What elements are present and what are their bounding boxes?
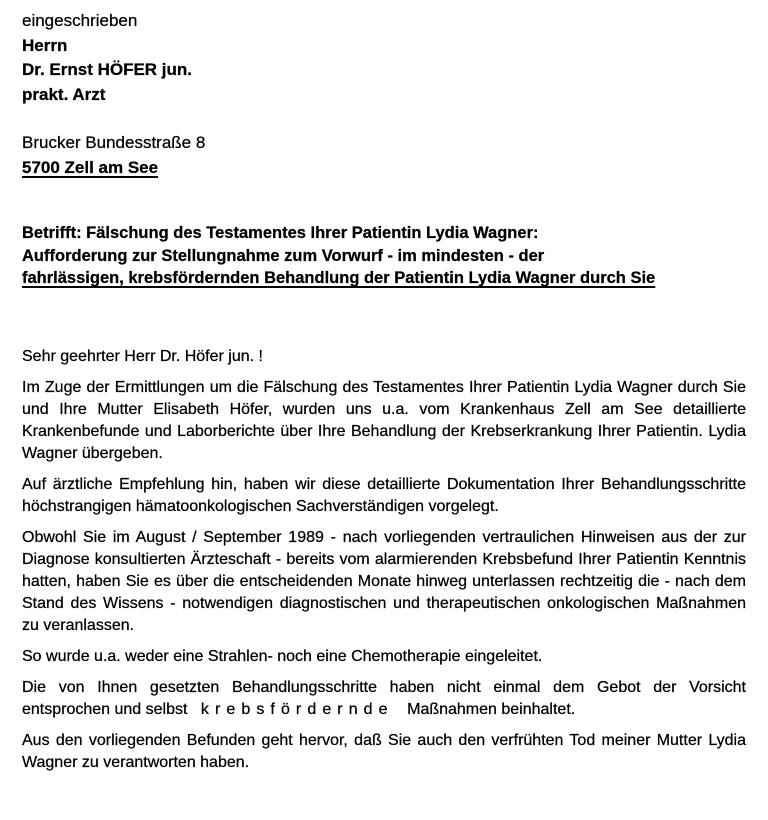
paragraph-no-therapy: So wurde u.a. weder eine Strahlen- noch eine Chemotherapie eingeleitet. [22, 647, 543, 665]
recipient-name: Dr. Ernst HÖFER jun. [22, 60, 193, 79]
emphasis-after-text: Maßnahmen beinhaltet. [407, 700, 576, 718]
subject-block [22, 222, 746, 290]
subject-line-3: fahrlässigen, krebsfördernden Behandlung der Patientin Lydia Wagner durch Sie [22, 269, 656, 287]
recipient-form-of-address: Herrn [22, 35, 68, 55]
recipient-profession: prakt. Arzt [22, 84, 106, 104]
recipient-street: Brucker Bundesstraße 8 [22, 133, 206, 152]
recipient-city: 5700 Zell am See [22, 157, 159, 177]
subject-line-2: Aufforderung zur Stellungnahme zum Vorwurf - im mindesten - der [22, 246, 545, 265]
paragraph-expert-review: Auf ärztliche Empfehlung hin, haben wir diese detaillierte Dokumentation Ihrer Behandlungsschritte höchstrangigen hämatoonkologischen Sachverständigen vorgelegt. [22, 475, 746, 515]
mailing-note: eingeschrieben [22, 11, 138, 30]
paragraph-closing-accusation: Aus den vorliegenden Befunden geht hervor, daß Sie auch den verfrühten Tod meiner Mutter Lydia Wagner zu verantworten haben. [22, 731, 746, 771]
address-spacer [22, 107, 746, 131]
paragraph-omission: Obwohl Sie im August / September 1989 - nach vorliegenden vertraulichen Hinweisen aus der zur Diagnose konsultierten Ärzteschaft - bereits vom alarmierenden Krebsbefund Ihrer Patientin Kenntnis hatten, haben Sie es über die entscheidenden Monate hinweg unterlassen rechtzeitig die - nach dem Stand des Wissens - notwendigen diagnostischen und therapeutischen onkologischen Maßnahmen zu veranlassen. [22, 528, 746, 634]
salutation: Sehr geehrter Herr Dr. Höfer jun. ! [22, 347, 263, 365]
emphasis-before-text: Die von Ihnen gesetzten Behandlungsschritte haben nicht einmal dem Gebot der Vorsicht entsprochen und selbst [22, 678, 746, 718]
paragraph-emphasis [22, 677, 746, 721]
subject-line-1: Betrifft: Fälschung des Testamentes Ihrer Patientin Lydia Wagner: [22, 224, 539, 242]
emphasized-word: krebsfördernde [200, 700, 394, 718]
paragraph-investigation: Im Zuge der Ermittlungen um die Fälschung des Testamentes Ihrer Patientin Lydia Wagner durch Sie und Ihre Mutter Elisabeth Höfer, wurden uns u.a. vom Krankenhaus Zell am See detaillierte Krankenbefunde und Laborberichte über Ihre Behandlung der Krebserkrankung Ihrer Patientin. Lydia Wagner übergeben. [22, 378, 746, 462]
recipient-address-block [22, 9, 746, 180]
